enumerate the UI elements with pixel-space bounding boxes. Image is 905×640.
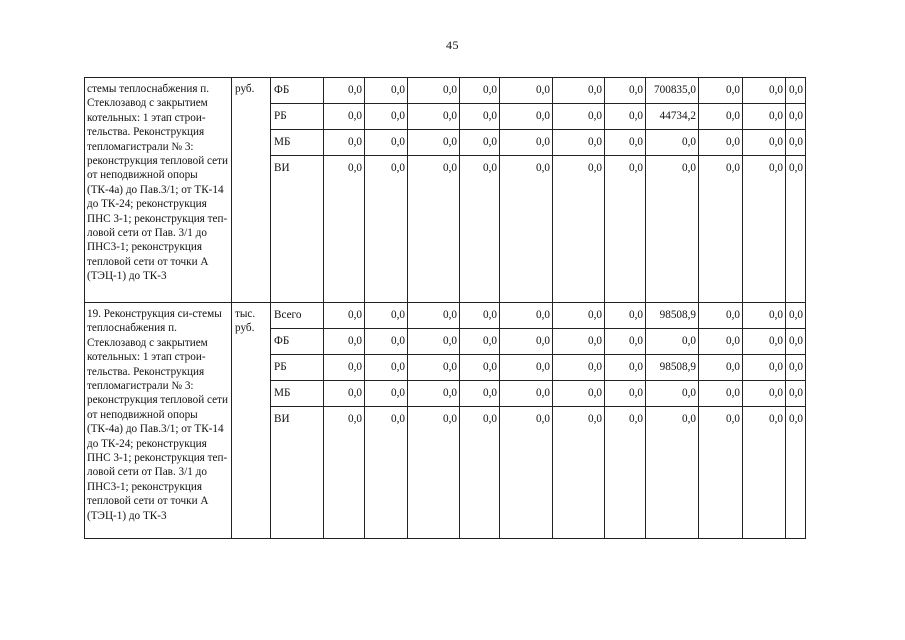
value-cell: 0,0 [743, 381, 786, 407]
value-cell: 0,0 [605, 156, 646, 303]
funding-source-cell: ФБ [271, 329, 324, 355]
value-cell: 0,0 [324, 104, 365, 130]
funding-source-cell: ВИ [271, 407, 324, 539]
value-cell: 0,0 [365, 355, 408, 381]
value-cell: 0,0 [460, 130, 500, 156]
value-cell: 0,0 [646, 381, 699, 407]
value-cell: 0,0 [699, 78, 743, 104]
value-cell: 0,0 [553, 329, 605, 355]
value-cell: 0,0 [408, 78, 460, 104]
value-cell: 0,0 [500, 407, 553, 539]
funding-source-cell: РБ [271, 104, 324, 130]
value-cell: 0,0 [460, 381, 500, 407]
value-cell: 0,0 [460, 303, 500, 329]
value-cell: 0,0 [699, 104, 743, 130]
value-cell: 0,0 [408, 303, 460, 329]
value-cell: 0,0 [324, 78, 365, 104]
value-cell: 0,0 [699, 303, 743, 329]
funding-source-cell: РБ [271, 355, 324, 381]
value-cell: 0,0 [324, 130, 365, 156]
value-cell: 0,0 [553, 303, 605, 329]
value-cell: 0,0 [408, 407, 460, 539]
value-cell: 700835,0 [646, 78, 699, 104]
value-cell: 0,0 [500, 156, 553, 303]
value-cell: 0,0 [743, 104, 786, 130]
budget-table [84, 77, 806, 539]
value-cell: 0,0 [786, 303, 806, 329]
value-cell: 0,0 [646, 329, 699, 355]
funding-source-cell: ВИ [271, 156, 324, 303]
table-row [85, 78, 806, 104]
value-cell: 98508,9 [646, 303, 699, 329]
value-cell: 0,0 [553, 355, 605, 381]
value-cell: 0,0 [786, 78, 806, 104]
value-cell: 0,0 [743, 303, 786, 329]
value-cell: 0,0 [460, 104, 500, 130]
value-cell: 0,0 [460, 355, 500, 381]
value-cell: 0,0 [324, 381, 365, 407]
value-cell: 0,0 [553, 78, 605, 104]
value-cell: 0,0 [699, 130, 743, 156]
value-cell: 0,0 [365, 407, 408, 539]
value-cell: 0,0 [743, 355, 786, 381]
value-cell: 98508,9 [646, 355, 699, 381]
value-cell: 0,0 [743, 329, 786, 355]
unit-cell: тыс. руб. [232, 303, 271, 539]
value-cell: 0,0 [365, 78, 408, 104]
value-cell: 0,0 [365, 104, 408, 130]
value-cell: 0,0 [786, 130, 806, 156]
value-cell: 0,0 [646, 156, 699, 303]
value-cell: 0,0 [365, 303, 408, 329]
value-cell: 0,0 [699, 407, 743, 539]
value-cell: 0,0 [699, 156, 743, 303]
table-row [85, 303, 806, 329]
value-cell: 0,0 [605, 303, 646, 329]
value-cell: 0,0 [365, 329, 408, 355]
value-cell: 0,0 [699, 355, 743, 381]
value-cell: 0,0 [605, 104, 646, 130]
value-cell: 0,0 [605, 381, 646, 407]
page-number: 45 [446, 38, 459, 52]
activity-name-cell: стемы теплоснабжения п. Стеклозавод с закрытием котельных: 1 этап строи-тельства. Реконструкция тепломагистрали № 3: реконструкция тепловой сети от неподвижной опоры (ТК-4а) до Пав.3/1; от ТК-14 до ТК-24; реконструкция ПНС 3-1; реконструкция теп-ловой сети от Пав. 3/1 до ПНС3-1; реконструкция тепловой сети от точки А (ТЭЦ-1) до ТК-3 [85, 78, 232, 303]
value-cell: 0,0 [786, 104, 806, 130]
unit-cell: руб. [232, 78, 271, 303]
value-cell: 44734,2 [646, 104, 699, 130]
value-cell: 0,0 [786, 156, 806, 303]
value-cell: 0,0 [553, 130, 605, 156]
value-cell: 0,0 [500, 355, 553, 381]
value-cell: 0,0 [365, 381, 408, 407]
value-cell: 0,0 [460, 329, 500, 355]
funding-source-cell: МБ [271, 130, 324, 156]
value-cell: 0,0 [324, 303, 365, 329]
value-cell: 0,0 [786, 329, 806, 355]
value-cell: 0,0 [605, 329, 646, 355]
value-cell: 0,0 [605, 407, 646, 539]
value-cell: 0,0 [324, 407, 365, 539]
value-cell: 0,0 [743, 407, 786, 539]
value-cell: 0,0 [500, 381, 553, 407]
value-cell: 0,0 [365, 130, 408, 156]
value-cell: 0,0 [408, 381, 460, 407]
value-cell: 0,0 [646, 407, 699, 539]
value-cell: 0,0 [553, 381, 605, 407]
value-cell: 0,0 [408, 329, 460, 355]
value-cell: 0,0 [500, 78, 553, 104]
value-cell: 0,0 [553, 407, 605, 539]
value-cell: 0,0 [324, 355, 365, 381]
value-cell: 0,0 [699, 381, 743, 407]
value-cell: 0,0 [743, 130, 786, 156]
value-cell: 0,0 [646, 130, 699, 156]
value-cell: 0,0 [553, 156, 605, 303]
value-cell: 0,0 [408, 355, 460, 381]
value-cell: 0,0 [605, 78, 646, 104]
value-cell: 0,0 [408, 104, 460, 130]
value-cell: 0,0 [743, 78, 786, 104]
table-body [85, 78, 806, 539]
funding-source-cell: МБ [271, 381, 324, 407]
value-cell: 0,0 [786, 407, 806, 539]
value-cell: 0,0 [699, 329, 743, 355]
value-cell: 0,0 [324, 156, 365, 303]
activity-name-cell: 19. Реконструкция си-стемы теплоснабжения п. Стеклозавод с закрытием котельных: 1 этап строи-тельства. Реконструкция тепломагистрали № 3: реконструкция тепловой сети от неподвижной опоры (ТК-4а) до Пав.3/1; от ТК-14 до ТК-24; реконструкция ПНС 3-1; реконструкция теп-ловой сети от Пав. 3/1 до ПНС3-1; реконструкция тепловой сети от точки А (ТЭЦ-1) до ТК-3 [85, 303, 232, 539]
value-cell: 0,0 [553, 104, 605, 130]
funding-source-cell: ФБ [271, 78, 324, 104]
value-cell: 0,0 [408, 156, 460, 303]
value-cell: 0,0 [786, 355, 806, 381]
value-cell: 0,0 [743, 156, 786, 303]
funding-source-cell: Всего [271, 303, 324, 329]
value-cell: 0,0 [500, 104, 553, 130]
value-cell: 0,0 [605, 355, 646, 381]
value-cell: 0,0 [460, 78, 500, 104]
value-cell: 0,0 [605, 130, 646, 156]
value-cell: 0,0 [500, 329, 553, 355]
value-cell: 0,0 [365, 156, 408, 303]
value-cell: 0,0 [500, 303, 553, 329]
value-cell: 0,0 [786, 381, 806, 407]
value-cell: 0,0 [460, 407, 500, 539]
value-cell: 0,0 [324, 329, 365, 355]
value-cell: 0,0 [408, 130, 460, 156]
value-cell: 0,0 [460, 156, 500, 303]
value-cell: 0,0 [500, 130, 553, 156]
